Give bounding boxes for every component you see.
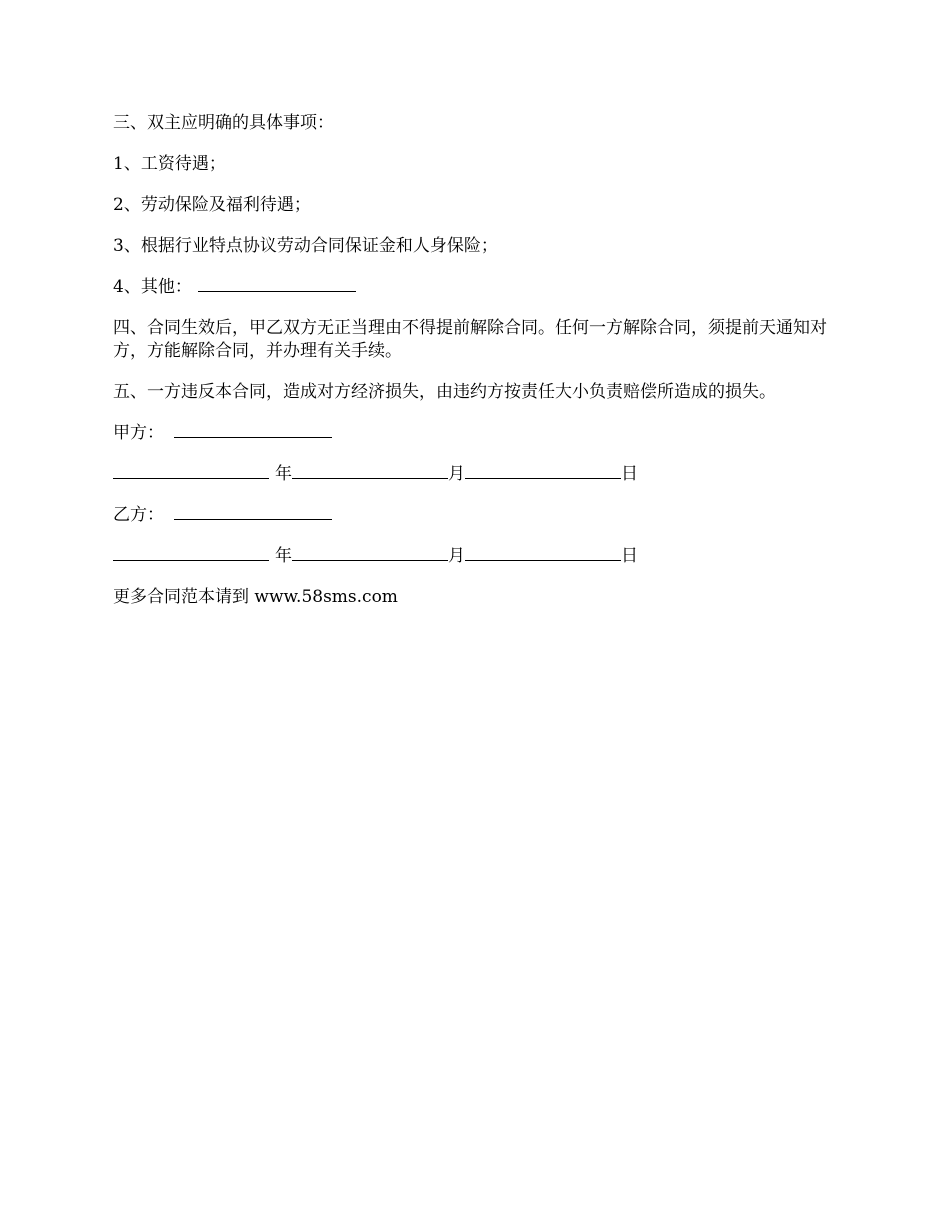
item-other-label: 4、其他： bbox=[113, 277, 192, 297]
party-a-signature bbox=[113, 422, 853, 445]
day-unit: 日 bbox=[621, 546, 638, 566]
clause-3-title: 三、双主应明确的具体事项： bbox=[113, 113, 334, 133]
clause-5: 五、一方违反本合同，造成对方经济损失，由违约方按责任大小负责赔偿所造成的损失。 bbox=[113, 382, 776, 402]
month-unit: 月 bbox=[448, 546, 465, 566]
party-b-signature bbox=[113, 504, 853, 527]
other-blank-line bbox=[198, 277, 356, 292]
year-unit: 年 bbox=[275, 546, 292, 566]
party-a-year-blank bbox=[113, 464, 269, 479]
party-a-day-blank bbox=[465, 464, 621, 479]
party-a-label: 甲方： bbox=[113, 423, 164, 443]
clause-4: 四、合同生效后，甲乙双方无正当理由不得提前解除合同。任何一方解除合同，须提前天通知对方，方能解除合同，并办理有关手续。 bbox=[113, 318, 827, 361]
party-b-date bbox=[113, 545, 853, 568]
party-a-month-blank bbox=[292, 464, 448, 479]
year-unit: 年 bbox=[275, 464, 292, 484]
item-salary: 1、工资待遇； bbox=[113, 154, 226, 174]
document-body bbox=[113, 112, 853, 627]
day-unit: 日 bbox=[621, 464, 638, 484]
month-unit: 月 bbox=[448, 464, 465, 484]
footer-link-text: 更多合同范本请到 www.58sms.com bbox=[113, 587, 398, 607]
party-a-date bbox=[113, 463, 853, 486]
item-other bbox=[113, 276, 853, 299]
party-a-blank-line bbox=[174, 423, 332, 438]
party-b-month-blank bbox=[292, 546, 448, 561]
party-b-blank-line bbox=[174, 505, 332, 520]
item-deposit-insurance: 3、根据行业特点协议劳动合同保证金和人身保险； bbox=[113, 236, 498, 256]
party-b-day-blank bbox=[465, 546, 621, 561]
party-b-label: 乙方： bbox=[113, 505, 164, 525]
party-b-year-blank bbox=[113, 546, 269, 561]
item-insurance-welfare: 2、劳动保险及福利待遇； bbox=[113, 195, 311, 215]
